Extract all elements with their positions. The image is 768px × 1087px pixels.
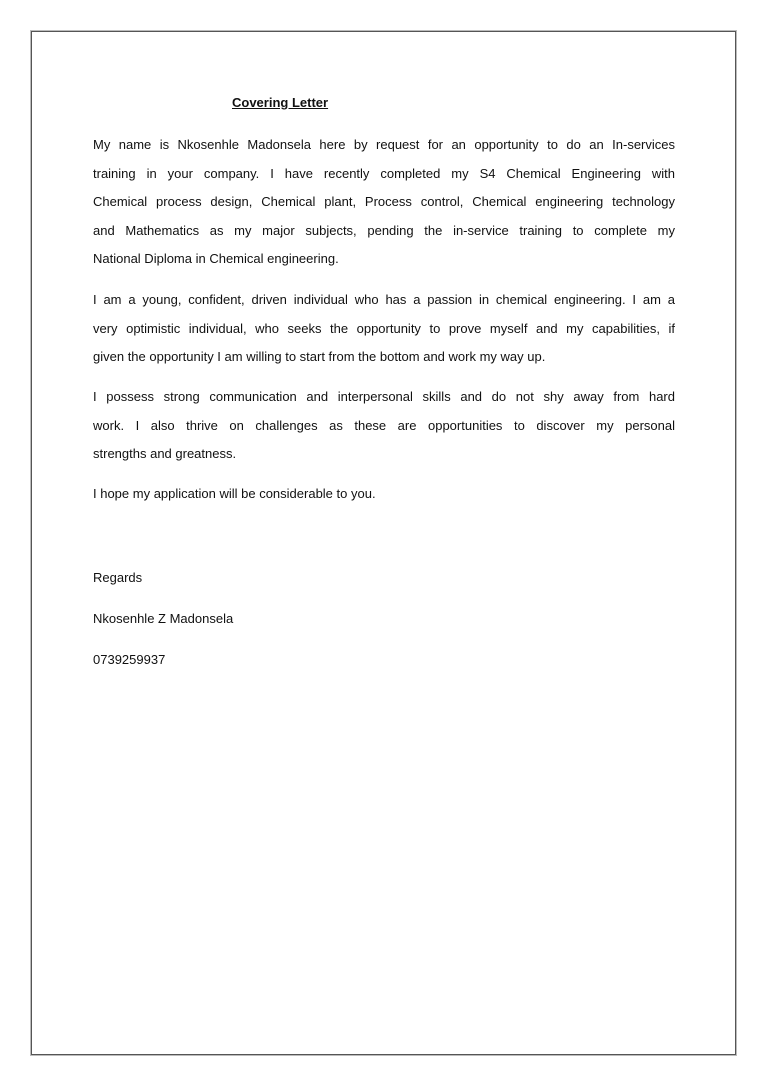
text-line: I possess strong communication and interpersonal skills and do not shy away from hard bbox=[93, 389, 675, 404]
signature-name: Nkosenhle Z Madonsela bbox=[93, 611, 234, 626]
closing-regards: Regards bbox=[93, 570, 143, 585]
phone-number: 0739259937 bbox=[93, 652, 166, 667]
text-line: Chemical process design, Chemical plant, Process control, Chemical engineering technology bbox=[93, 194, 675, 209]
text-line: training in your company. I have recently completed my S4 Chemical Engineering with bbox=[93, 165, 675, 181]
text-line: strengths and greatness. bbox=[93, 446, 237, 461]
paragraph-closing bbox=[93, 484, 675, 513]
paragraph-intro bbox=[93, 135, 675, 278]
text-line: very optimistic individual, who seeks the opportunity to prove myself and my capabilities, if bbox=[93, 320, 675, 336]
text-line: National Diploma in Chemical engineering. bbox=[93, 251, 339, 266]
text-line: and Mathematics as my major subjects, pending the in-service training to complete my bbox=[93, 222, 675, 238]
paragraph-personality bbox=[93, 290, 675, 376]
text-line: I am a young, confident, driven individual who has a passion in chemical engineering. I am a bbox=[93, 292, 675, 307]
text-line: given the opportunity I am willing to start from the bottom and work my way up. bbox=[93, 349, 546, 364]
text-line: My name is Nkosenhle Madonsela here by request for an opportunity to do an In-services bbox=[93, 137, 675, 152]
document-title: Covering Letter bbox=[232, 95, 329, 110]
text-line: I hope my application will be considerable to you. bbox=[93, 486, 376, 501]
text-line: work. I also thrive on challenges as these are opportunities to discover my personal bbox=[93, 417, 675, 433]
paragraph-skills bbox=[93, 387, 675, 473]
